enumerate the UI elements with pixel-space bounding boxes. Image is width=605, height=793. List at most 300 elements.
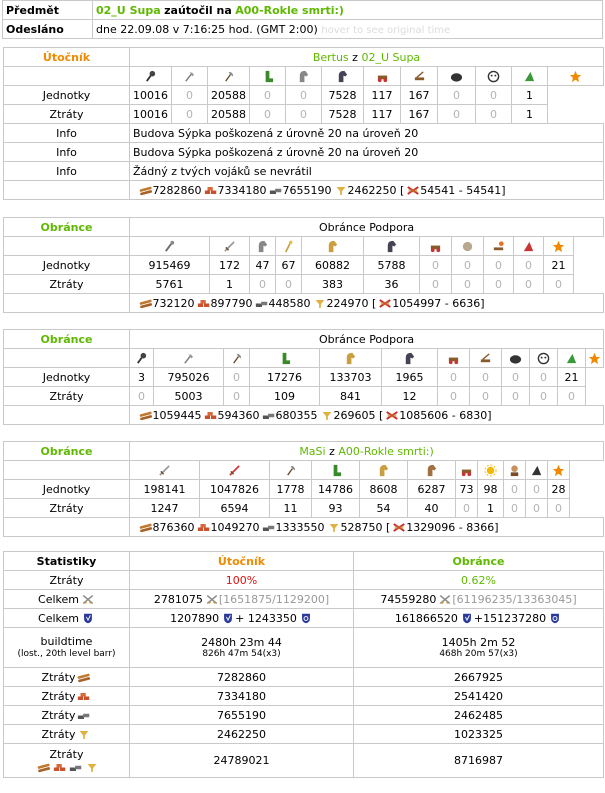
empty-cell <box>4 461 130 480</box>
stats-attacker-value: 100% <box>130 571 354 590</box>
staff-icon <box>282 240 295 253</box>
losses-label: Ztráty <box>4 105 130 124</box>
ram-icon <box>438 349 470 368</box>
axe-icon <box>182 352 195 365</box>
red-sword-icon <box>228 464 241 477</box>
shield-icon <box>460 613 474 624</box>
rock-icon <box>450 70 463 83</box>
hover-hint: hover to see original time <box>321 24 451 36</box>
target-village-link[interactable]: A00-Rokle smrti:) <box>235 3 344 17</box>
horse-gold-icon <box>360 461 408 480</box>
stats-label: Ztráty <box>4 706 130 725</box>
defender2-losses-row <box>4 387 604 406</box>
loss-count-cell: 0 <box>558 387 586 406</box>
crop-value: 224970 <box>326 296 369 310</box>
unit-count-cell: 0 <box>526 480 548 499</box>
clay-value: 7334180 <box>217 183 267 197</box>
defender2-resources-row <box>4 406 604 425</box>
clay-icon <box>204 410 218 421</box>
crop-icon <box>313 298 327 309</box>
attacker-table <box>3 47 604 200</box>
info-label: Info <box>4 162 130 181</box>
star-icon <box>569 70 582 83</box>
sword-icon <box>210 237 250 256</box>
catapult-icon <box>470 349 502 368</box>
loss-count-cell: 40 <box>408 499 456 518</box>
crossed-swords-icon <box>205 594 219 605</box>
unit-count-cell: 133703 <box>320 368 382 387</box>
unit-count-cell: 47 <box>250 256 276 275</box>
unit-count-cell: 0 <box>530 368 558 387</box>
ram-icon <box>420 237 452 256</box>
stats-defender-value: 2462485 <box>354 706 604 725</box>
loss-count-cell: 1 <box>478 499 504 518</box>
loss-count-cell: 6594 <box>200 499 270 518</box>
loss-count-cell: 167 <box>401 105 438 124</box>
loss-count-cell: 0 <box>224 387 250 406</box>
subject-label: Předmět <box>3 1 93 20</box>
stats-attacker-value: 2462250 <box>130 725 354 744</box>
unit-count-cell: 21 <box>558 368 586 387</box>
clay-icon <box>204 185 218 196</box>
iron-value: 448580 <box>268 296 311 310</box>
red-hat-icon <box>522 240 535 253</box>
unit-count-cell: 0 <box>250 86 286 105</box>
unit-count-cell: 0 <box>438 368 470 387</box>
unit-count-cell: 21 <box>544 256 574 275</box>
sent-time[interactable]: dne 22.09.08 v 7:16:25 hod. (GMT 2:00) <box>96 22 318 36</box>
horse-helm-black-icon <box>385 240 398 253</box>
star-icon <box>548 67 604 86</box>
iron-icon <box>269 185 283 196</box>
unit-count-cell: 3 <box>130 368 154 387</box>
defender3-units-row <box>4 480 604 499</box>
crop-value: 269605 <box>333 408 376 422</box>
unit-count-cell: 0 <box>452 256 484 275</box>
defender2-units-row <box>4 368 604 387</box>
star-icon <box>544 237 574 256</box>
battle-axe-icon <box>284 464 297 477</box>
loss-count-cell: 12 <box>382 387 438 406</box>
loss-count-cell: 0 <box>286 105 322 124</box>
axe-icon <box>154 349 224 368</box>
mace-icon <box>130 349 154 368</box>
sent-value-cell <box>93 20 603 39</box>
unit-count-cell: 1778 <box>270 480 312 499</box>
resource-summary: 732120 897790 448580 224970 [ 1054997 - 6636] <box>130 294 604 313</box>
green-hat-icon <box>523 70 536 83</box>
loss-count-cell: 0 <box>544 275 574 294</box>
loss-count-cell: 0 <box>502 387 530 406</box>
no-entry-icon <box>392 522 406 533</box>
defender-village-link[interactable]: A00-Rokle smrti:) <box>338 444 434 458</box>
green-hat-icon <box>565 352 578 365</box>
stats-title: Statistiky <box>4 552 130 571</box>
sword-icon <box>158 464 171 477</box>
info-text: Budova Sýpka poškozená z úrovně 20 na úroveň 20 <box>130 124 604 143</box>
crop-icon <box>85 762 99 773</box>
crop-value: 528750 <box>340 520 383 534</box>
crop-icon <box>327 522 341 533</box>
clay-icon <box>53 762 67 773</box>
defender3-resources-row <box>4 518 604 537</box>
mask-face-icon <box>508 464 521 477</box>
stats-label: Celkem <box>4 609 130 628</box>
star-icon <box>586 349 604 368</box>
buildtime-sub: 826h 47m 54(x3) <box>202 649 281 659</box>
stats-label: Ztráty <box>4 668 130 687</box>
empty-cell <box>4 406 130 425</box>
resource-summary: 876360 1049270 1333550 528750 [ 1329096 - 8366] <box>130 518 604 537</box>
horse-gold-icon <box>344 352 357 365</box>
unit-count-cell: 0 <box>224 368 250 387</box>
mask-icon <box>476 67 512 86</box>
loss-count-cell: 0 <box>504 499 526 518</box>
defender3-table <box>3 441 604 537</box>
stats-row <box>4 571 604 590</box>
sun-icon <box>478 461 504 480</box>
unit-count-cell: 795026 <box>154 368 224 387</box>
loss-count-cell: 20588 <box>208 105 250 124</box>
unit-count-cell: 172 <box>210 256 250 275</box>
axe-icon <box>172 67 208 86</box>
buildtime-sub: 468h 20m 57(x3) <box>439 649 518 659</box>
loss-count-cell: 0 <box>530 387 558 406</box>
unit-count-cell: 198141 <box>130 480 200 499</box>
stats-label: Ztráty <box>4 744 130 778</box>
club-icon <box>163 240 176 253</box>
unit-count-cell: 0 <box>438 86 476 105</box>
catapult-icon <box>413 70 426 83</box>
resource-summary: 7282860 7334180 7655190 2462250 [ 54541 - 54541] <box>130 181 604 200</box>
iron-icon <box>262 522 276 533</box>
loss-count-cell: 0 <box>130 387 154 406</box>
wood-value: 1059445 <box>152 408 202 422</box>
empty-cell <box>4 294 130 313</box>
stats-defender-value: 74559280 [61196235/13363045] <box>354 590 604 609</box>
units-label: Jednotky <box>4 480 130 499</box>
loss-count-cell: 1 <box>210 275 250 294</box>
catapult-fire-icon <box>492 240 505 253</box>
ram-icon <box>429 240 442 253</box>
losses-label: Ztráty <box>4 387 130 406</box>
sent-label: Odesláno <box>3 20 93 39</box>
clay-icon <box>197 522 211 533</box>
horse-helm-black-icon <box>403 352 416 365</box>
loss-count-cell: 0 <box>456 499 478 518</box>
stats-defender-value: 161866520 +151237280 <box>354 609 604 628</box>
defender2-icon-row <box>4 349 604 368</box>
unit-count-cell: 117 <box>364 86 401 105</box>
defender1-units-row <box>4 256 604 275</box>
clay-value: 897790 <box>210 296 253 310</box>
loss-count-cell: 54 <box>360 499 408 518</box>
stats-row <box>4 628 604 668</box>
stats-label-sub: (lost., 20th level barr) <box>17 648 116 659</box>
black-hat-icon <box>530 464 543 477</box>
defender3-title <box>130 442 604 461</box>
capacity-range: 1085606 - 6830 <box>399 408 488 422</box>
horse-brown-icon <box>408 461 456 480</box>
horse-helm-icon <box>297 70 310 83</box>
horse-helm-icon <box>256 240 269 253</box>
wood-icon <box>139 410 153 421</box>
catapult-fire-icon <box>484 237 514 256</box>
attacker-role: Útočník <box>4 48 130 67</box>
red-sword-icon <box>200 461 270 480</box>
defender1-losses-row <box>4 275 604 294</box>
sun-icon <box>484 464 497 477</box>
unit-count-cell: 73 <box>456 480 478 499</box>
crop-icon <box>77 729 91 740</box>
defender3-losses-row <box>4 499 604 518</box>
wood-icon <box>139 522 153 533</box>
wood-value: 732120 <box>152 296 195 310</box>
boot-icon <box>250 349 320 368</box>
sword-icon <box>130 461 200 480</box>
loss-count-cell: 383 <box>302 275 364 294</box>
wood-value: 876360 <box>152 520 195 534</box>
stats-attacker-value: 2781075 [1651875/1129200] <box>130 590 354 609</box>
stats-row <box>4 590 604 609</box>
wood-icon <box>37 762 51 773</box>
loss-count-cell: 117 <box>364 105 401 124</box>
unit-count-cell: 0 <box>514 256 544 275</box>
info-text: Budova Sýpka poškozená z úrovně 20 na úroveň 20 <box>130 143 604 162</box>
stats-defender-value: 0.62% <box>354 571 604 590</box>
mace-icon <box>135 352 148 365</box>
attacker-losses-row <box>4 105 604 124</box>
horse-gold-icon <box>320 349 382 368</box>
stats-row <box>4 609 604 628</box>
stats-attacker-value: 7655190 <box>130 706 354 725</box>
stats-defender-value: 1405h 2m 52 468h 20m 57(x3) <box>354 628 604 668</box>
sword-icon <box>223 240 236 253</box>
capacity-range: 1054997 - 6636 <box>392 296 481 310</box>
capacity-range: 54541 - 54541 <box>420 183 502 197</box>
star-icon <box>548 461 570 480</box>
horse-helm-black-icon <box>336 70 349 83</box>
defender1-icon-row <box>4 237 604 256</box>
loss-count-cell: 0 <box>476 105 512 124</box>
unit-count-cell: 98 <box>478 480 504 499</box>
loss-count-cell: 0 <box>172 105 208 124</box>
horse-helm-icon <box>250 237 276 256</box>
attacker-player-link[interactable]: Bertus <box>312 50 349 64</box>
unit-count-cell: 1 <box>512 86 548 105</box>
empty-cell <box>4 181 130 200</box>
staff-icon <box>276 237 302 256</box>
black-hat-icon <box>526 461 548 480</box>
unit-count-cell: 167 <box>401 86 438 105</box>
ram-icon <box>447 352 460 365</box>
loss-count-cell: 0 <box>526 499 548 518</box>
clay-icon <box>197 298 211 309</box>
defender3-icon-row <box>4 461 604 480</box>
mask-icon <box>487 70 500 83</box>
unit-count-cell: 20588 <box>208 86 250 105</box>
unit-count-cell: 1965 <box>382 368 438 387</box>
catapult-icon <box>479 352 492 365</box>
report-header <box>2 0 603 39</box>
boot-icon <box>312 461 360 480</box>
unit-count-cell: 0 <box>484 256 514 275</box>
no-entry-icon <box>385 410 399 421</box>
attack-verb: zaútočil na <box>164 3 232 17</box>
mask-icon <box>537 352 550 365</box>
unit-count-cell: 14786 <box>312 480 360 499</box>
horse-gold-icon <box>377 464 390 477</box>
iron-value: 7655190 <box>282 183 332 197</box>
loss-count-cell: 0 <box>484 275 514 294</box>
loss-count-cell: 0 <box>470 387 502 406</box>
stats-attacker-value: 7282860 <box>130 668 354 687</box>
unit-count-cell: 17276 <box>250 368 320 387</box>
ram-icon <box>460 464 473 477</box>
boot-icon <box>250 67 286 86</box>
boot-icon <box>261 70 274 83</box>
defender-role: Obránce <box>4 442 130 461</box>
z-word: z <box>329 444 335 458</box>
unit-count-cell: 0 <box>476 86 512 105</box>
stats-defender-value: 8716987 <box>354 744 604 778</box>
wood-icon <box>139 298 153 309</box>
info-label: Info <box>4 143 130 162</box>
stats-defender-value: 2541420 <box>354 687 604 706</box>
unit-count-cell: 7528 <box>322 86 364 105</box>
unit-count-cell: 60882 <box>302 256 364 275</box>
iron-icon <box>69 762 83 773</box>
clay-value: 1049270 <box>210 520 260 534</box>
stats-attacker-value: 2480h 23m 44 826h 47m 54(x3) <box>130 628 354 668</box>
stats-label: Celkem <box>4 590 130 609</box>
loss-count-cell: 0 <box>250 105 286 124</box>
unit-count-cell: 1047826 <box>200 480 270 499</box>
loss-count-cell: 11 <box>270 499 312 518</box>
axe-icon <box>183 70 196 83</box>
boulder-icon <box>452 237 484 256</box>
battle-axe-icon <box>230 352 243 365</box>
defender1-resources-row <box>4 294 604 313</box>
stats-row <box>4 744 604 778</box>
mace-icon <box>130 67 172 86</box>
wood-value: 7282860 <box>152 183 202 197</box>
battle-axe-icon <box>208 67 250 86</box>
stats-row <box>4 687 604 706</box>
unit-count-cell: 67 <box>276 256 302 275</box>
unit-count-cell: 915469 <box>130 256 210 275</box>
empty-cell <box>4 349 130 368</box>
statistics-table <box>3 551 604 778</box>
crop-icon <box>334 185 348 196</box>
defender-role: Obránce <box>4 330 130 349</box>
unit-count-cell: 5788 <box>364 256 420 275</box>
loss-count-cell: 0 <box>250 275 276 294</box>
horse-helm-black-icon <box>364 237 420 256</box>
wood-icon <box>77 672 91 683</box>
loss-count-cell: 0 <box>452 275 484 294</box>
stats-defender-value: 1023325 <box>354 725 604 744</box>
stats-row <box>4 706 604 725</box>
iron-value: 1333550 <box>275 520 325 534</box>
attacker-village-name[interactable]: 02_U Supa <box>361 50 421 64</box>
stats-attacker-head: Útočník <box>130 552 354 571</box>
ram-icon <box>364 67 401 86</box>
battle-axe-icon <box>222 70 235 83</box>
stats-label: Ztráty <box>4 725 130 744</box>
boulder-icon <box>461 240 474 253</box>
battle-axe-icon <box>224 349 250 368</box>
info-label: Info <box>4 124 130 143</box>
unit-count-cell: 10016 <box>130 86 172 105</box>
loss-count-cell: 1247 <box>130 499 200 518</box>
unit-count-cell: 8608 <box>360 480 408 499</box>
loss-count-cell: 0 <box>420 275 452 294</box>
empty-cell <box>4 67 130 86</box>
no-entry-icon <box>406 185 420 196</box>
unit-count-cell: 0 <box>504 480 526 499</box>
losses-label: Ztráty <box>4 275 130 294</box>
rock-icon <box>509 352 522 365</box>
info-text: Žádný z tvých vojáků se nevrátil <box>130 162 604 181</box>
crop-value: 2462250 <box>347 183 397 197</box>
unit-count-cell: 0 <box>286 86 322 105</box>
stats-defender-head: Obránce <box>354 552 604 571</box>
loss-count-cell: 841 <box>320 387 382 406</box>
stats-label: Ztráty <box>4 571 130 590</box>
empty-cell <box>4 518 130 537</box>
unit-count-cell: 0 <box>420 256 452 275</box>
loss-count-cell: 7528 <box>322 105 364 124</box>
unit-count-cell: 0 <box>470 368 502 387</box>
attacker-title <box>130 48 604 67</box>
defender2-table <box>3 329 604 425</box>
unit-count-cell: 28 <box>548 480 570 499</box>
capacity-range: 1329096 - 8366 <box>406 520 495 534</box>
loss-count-cell: 1 <box>512 105 548 124</box>
stats-row <box>4 725 604 744</box>
crossed-swords-icon <box>438 594 452 605</box>
boot-icon <box>278 352 291 365</box>
mask-face-icon <box>504 461 526 480</box>
attacker-units-row <box>4 86 604 105</box>
stats-attacker-value: 7334180 <box>130 687 354 706</box>
units-label: Jednotky <box>4 368 130 387</box>
crop-icon <box>320 410 334 421</box>
attacker-village-link[interactable]: 02_U Supa <box>96 3 161 17</box>
star-icon <box>552 464 565 477</box>
mace-icon <box>144 70 157 83</box>
shields-icon <box>81 613 95 624</box>
catapult-icon <box>401 67 438 86</box>
horse-helm-black-icon <box>322 67 364 86</box>
defender-player-link[interactable]: MaSi <box>299 444 326 458</box>
attacker-resources-row <box>4 181 604 200</box>
shield-round-icon <box>548 613 562 624</box>
ram-icon <box>456 461 478 480</box>
crossed-swords-icon <box>81 594 95 605</box>
horse-gold-icon <box>326 240 339 253</box>
wood-icon <box>139 185 153 196</box>
z-word: z <box>352 50 358 64</box>
star-icon <box>552 240 565 253</box>
unit-count-cell: 0 <box>502 368 530 387</box>
loss-count-cell: 36 <box>364 275 420 294</box>
defender2-title: Obránce Podpora <box>130 330 604 349</box>
loss-count-cell: 0 <box>438 387 470 406</box>
units-label: Jednotky <box>4 86 130 105</box>
club-icon <box>130 237 210 256</box>
